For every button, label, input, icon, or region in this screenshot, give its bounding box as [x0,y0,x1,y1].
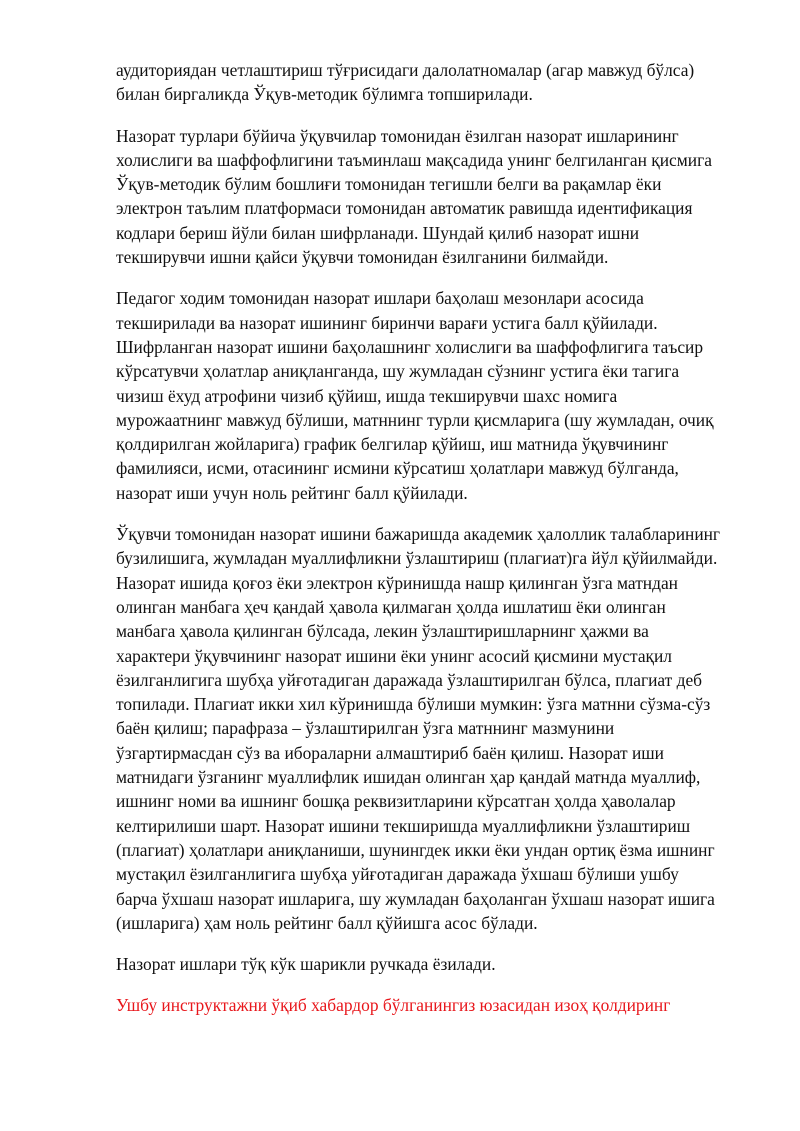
text-line: ишнинг номи ва ишнинг бошқа реквизитларини кўрсатган ҳолда ҳаволалар [116,791,676,812]
text-line: Педагог ходим томонидан назорат ишлари баҳолаш мезонлари асосида [116,288,644,309]
text-line: электрон таълим платформаси томонидан автоматик равишда идентификация [116,198,693,219]
text-line: келтирилиши шарт. Назорат ишини текширишда муаллифликни ўзлаштириш [116,815,691,836]
text-line: кодлари бериш йўли билан шифрланади. Шундай қилиб назорат ишни [116,222,640,243]
text-line: манбага ҳавола қилинган бўлсада, лекин ўзлаштиришларнинг ҳажми ва [116,621,649,642]
paragraph-5 [116,952,776,976]
paragraph-4 [116,522,776,935]
text-line: барча ўхшаш назорат ишларига, шу жумладан баҳоланган ўхшаш назорат ишига [116,888,715,909]
text-line: назорат иши учун ноль рейтинг балл қўйилади. [116,482,468,503]
text-line: Назорат ишида қоғоз ёки электрон кўринишда нашр қилинган ўзга матндан [116,572,678,593]
text-line: аудиториядан четлаштириш тўғрисидаги далолатномалар (агар мавжуд бўлса) [116,60,695,80]
text-line: ўзгартирмасдан сўз ва ибораларни алмаштириб баён қилиш. Назорат иши [116,742,664,763]
text-line: Ушбу инструктажни ўқиб хабардор бўлганингиз юзасидан изоҳ қолдиринг [116,995,671,1016]
text-line: (ишларига) ҳам ноль рейтинг балл қўйишга асос бўлади. [116,912,538,933]
text-line: характери ўқувчининг назорат ишини ёки унинг асосий қисмини мустақил [116,645,672,666]
text-line: Назорат турлари бўйича ўқувчилар томонидан ёзилган назорат ишларининг [116,125,679,146]
text-line: баён қилиш; парафраза – ўзлаштирилган ўзга матннинг мазмунини [116,718,615,739]
text-line: билан биргаликда Ўқув-методик бўлимга топширилади. [116,84,533,105]
paragraph-2 [116,124,776,270]
text-line: Ўқув-методик бўлим бошлиғи томонидан тегишли белги ва рақамлар ёки [116,174,662,195]
document-body [116,58,776,1035]
text-line: мурожаатнинг мавжуд бўлиши, матннинг турли қисмларига (шу жумладан, очиқ [116,409,714,430]
text-line: (плагиат) ҳолатлари аниқланиши, шунингдек икки ёки ундан ортиқ ёзма ишнинг [116,839,715,860]
text-line: Шифрланган назорат ишини баҳолашнинг холислиги ва шаффофлигига таъсир [116,336,704,357]
text-line: матнидаги ўзганинг муаллифлик ишидан олинган ҳар қандай матнда муаллиф, [116,767,701,788]
text-line: фамилияси, исми, отасининг исмини кўрсатиш ҳолатлари мавжуд бўлганда, [116,458,679,479]
text-line: қолдирилган жойларига) график белгилар қўйиш, иш матнида ўқувчининг [116,434,669,455]
text-line: бузилишига, жумладан муаллифликни ўзлаштириш (плагиат)га йўл қўйилмайди. [116,548,718,569]
text-line: ёзилганлигига шубҳа уйғотадиган даражада ўзлаштирилган бўлса, плагиат деб [116,669,703,690]
text-line: кўрсатувчи ҳолатлар аниқланганда, шу жумладан сўзнинг устига ёки тагига [116,361,680,382]
text-line: Назорат ишлари тўқ кўк шарикли ручкада ёзилади. [116,954,496,975]
paragraph-1 [116,58,776,107]
text-line: текширилади ва назорат ишининг биринчи варағи устига балл қўйилади. [116,312,658,333]
text-line: чизиш ёхуд атрофини чизиб қўйиш, ишда текширувчи шахс номига [116,385,618,406]
notice-text [116,993,776,1017]
text-line: топилади. Плагиат икки хил кўринишда бўлиши мумкин: ўзга матнни сўзма-сўз [116,694,711,715]
text-line: олинган манбага ҳеч қандай ҳавола қилмаган ҳолда ишлатиш ёки олинган [116,596,666,617]
text-line: холислиги ва шаффофлигини таъминлаш мақсадида унинг белгиланган қисмига [116,149,712,170]
text-line: Ўқувчи томонидан назорат ишини бажаришда академик ҳалоллик талабларининг [116,524,721,545]
text-line: текширувчи ишни қайси ўқувчи томонидан ёзилганини билмайди. [116,247,609,268]
text-line: мустақил ёзилганлигига шубҳа уйғотадиган даражада ўхшаш бўлиши ушбу [116,864,679,885]
paragraph-3 [116,286,776,505]
